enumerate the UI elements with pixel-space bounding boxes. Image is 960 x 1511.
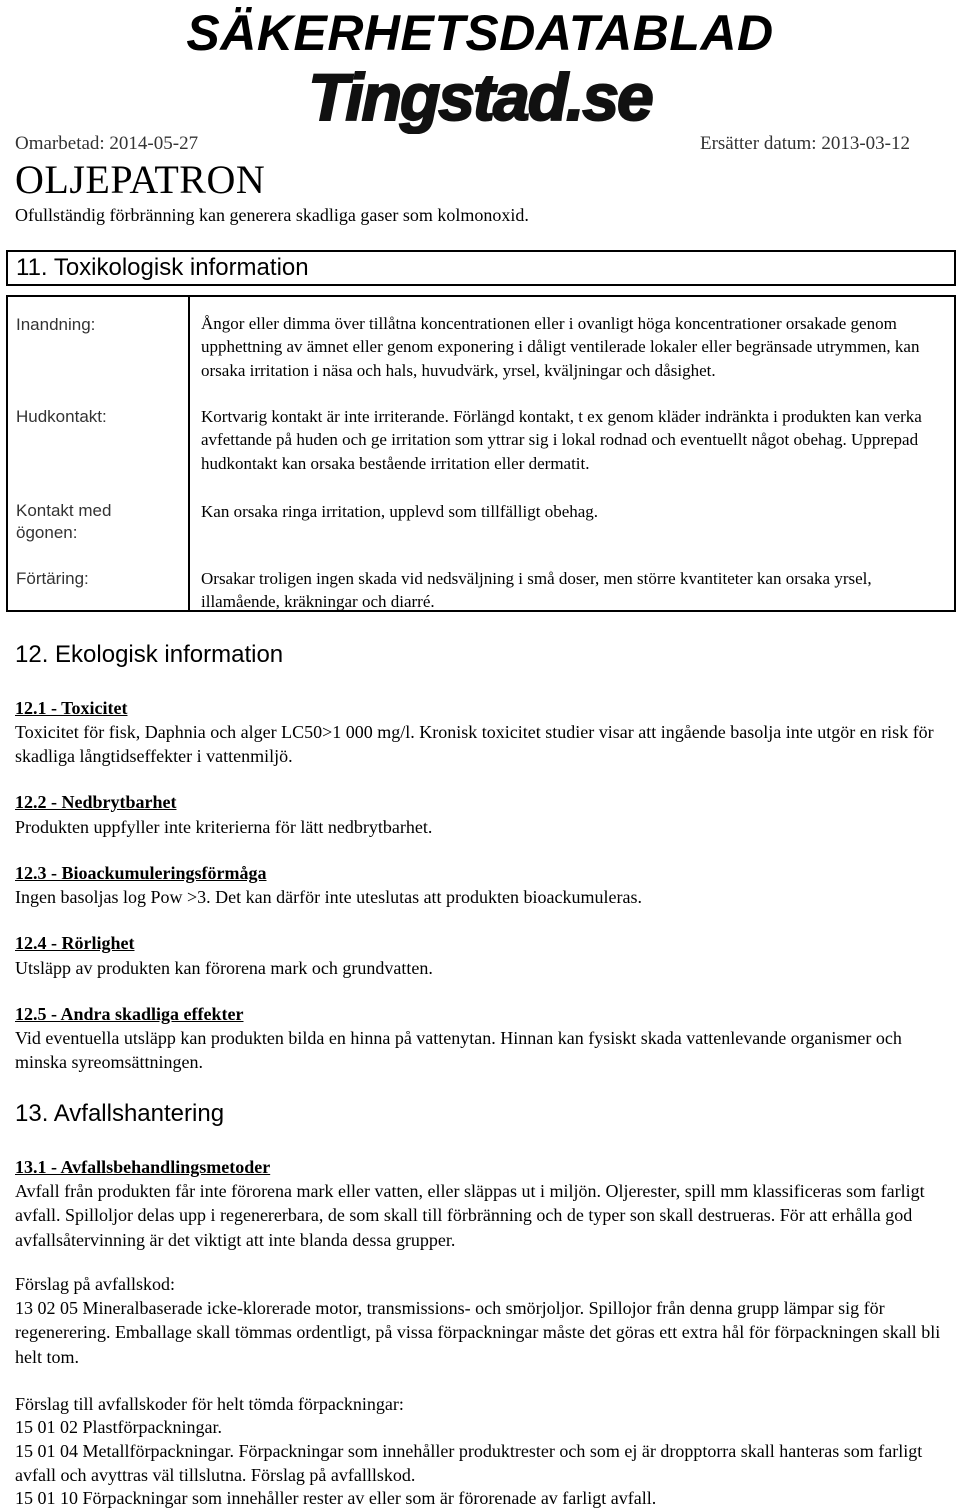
waste-code-15-01-10: 15 01 10 Förpackningar som innehåller rester av eller som är förorenade av farligt avfall.	[15, 1488, 657, 1508]
label-fortaring: Förtäring:	[16, 569, 89, 588]
waste-code-15-01-02: 15 01 02 Plastförpackningar.	[15, 1417, 222, 1437]
revised-date: Omarbetad: 2014-05-27	[15, 133, 199, 154]
subsection-13-1-title: 13.1 - Avfallsbehandlingsmetoder	[15, 1157, 271, 1177]
section-11-heading: 11. Toxikologisk information	[6, 250, 956, 286]
waste-code-text: 13 02 05 Mineralbaserade icke-klorerade motor, transmissions- och smörjoljor. Spillojor från denna grupp lämpar sig för regenerering. Emballage skall tömmas ordentligt, på vissa förpackningar måste det göras ett extra hål för förpackningen skall bli helt tom.	[15, 1298, 941, 1367]
empty-packaging-label: Förslag till avfallskoder för helt tömda förpackningar:	[15, 1394, 404, 1414]
waste-code-15-01-04: 15 01 04 Metallförpackningar. Förpackningar som innehåller produktrester och som ej är dropptorra skall hanteras som farligt avfall och avyttras väl tillslutna. Förslag på avfalllskod.	[15, 1441, 923, 1486]
product-note: Ofullständig förbränning kan generera skadliga gaser som kolmonoxid.	[15, 205, 529, 225]
text-kontakt-med-ogonen: Kan orsaka ringa irritation, upplevd som tillfälligt obehag.	[201, 502, 599, 521]
tingstad-logo	[300, 62, 660, 134]
section-13-heading: 13. Avfallshantering	[15, 1100, 225, 1127]
subsection-12-1-title: 12.1 - Toxicitet	[15, 698, 128, 718]
waste-code-label: Förslag på avfallskod:	[15, 1274, 175, 1294]
subsection-12-5-text: Vid eventuella utsläpp kan produkten bilda en hinna på vattenytan. Hinnan kan fysiskt skada vattenlevande organismer och minska syreomsättningen.	[15, 1028, 902, 1073]
label-hudkontakt: Hudkontakt:	[16, 407, 107, 426]
document-title: SÄKERHETSDATABLAD	[186, 5, 774, 61]
subsection-13-1-text: Avfall från produkten får inte förorena mark eller vatten, eller släppas ut i miljön. Oljerester, spill mm klassificeras som farligt avfall. Spilloljor delas upp i regenererbara, de som skall till förbränning och de typer son skall destrueras. För att erhålla god avfallsåtervinning är det viktigt att inte blanda dessa grupper.	[15, 1181, 925, 1250]
product-name: OLJEPATRON	[15, 157, 266, 202]
subsection-12-2-title: 12.2 - Nedbrytbarhet	[15, 792, 177, 812]
text-fortaring: Orsakar troligen ingen skada vid nedsväljning i små doser, men större kvantiteter kan orsaka yrsel, illamående, kräkningar och diarré.	[201, 569, 872, 612]
logo-text: Tingstad.se	[308, 62, 652, 134]
subsection-12-4-text: Utsläpp av produkten kan förorena mark och grundvatten.	[15, 958, 433, 978]
section-11-label-column	[6, 295, 190, 612]
subsection-12-1-text: Toxicitet för fisk, Daphnia och alger LC50>1 000 mg/l. Kronisk toxicitet studier visar att ingående basolja inte utgör en risk för skadliga långtidseffekter i vattenmiljö.	[15, 722, 934, 767]
replaces-date: Ersätter datum: 2013-03-12	[699, 133, 910, 154]
revision-row	[15, 132, 910, 156]
subsection-12-3-text: Ingen basoljas log Pow >3. Det kan därför inte uteslutas att produkten bioackumuleras.	[15, 887, 643, 907]
text-inandning: Ångor eller dimma över tillåtna koncentrationen eller i ovanligt höga koncentrationer orsakade genom upphettning av ämnet eller genom exponering i dåligt ventilerade lokaler eller begränsade utrymmen, kan orsaka irritation i näsa och hals, huvudvärk, yrsel, kväljningar och dåsighet.	[201, 314, 920, 380]
subsection-12-3-title: 12.3 - Bioackumuleringsförmåga	[15, 863, 267, 883]
label-kontakt-med-ogonen: Kontakt med ögonen:	[16, 501, 112, 542]
subsection-12-4-title: 12.4 - Rörlighet	[15, 933, 135, 953]
subsection-12-5-title: 12.5 - Andra skadliga effekter	[15, 1004, 244, 1024]
subsection-12-2-text: Produkten uppfyller inte kriterierna för lätt nedbrytbarhet.	[15, 817, 433, 837]
label-inandning: Inandning:	[16, 315, 96, 334]
text-hudkontakt: Kortvarig kontakt är inte irriterande. Förlängd kontakt, t ex genom kläder indränkta i produkten kan verka avfettande på huden och ge irritation som yttrar sig i lokal rodnad och eventuellt något obehag. Upprepad hudkontakt kan orsaka bestående irritation eller dermatit.	[201, 407, 922, 473]
section-12-heading: 12. Ekologisk information	[15, 641, 284, 668]
